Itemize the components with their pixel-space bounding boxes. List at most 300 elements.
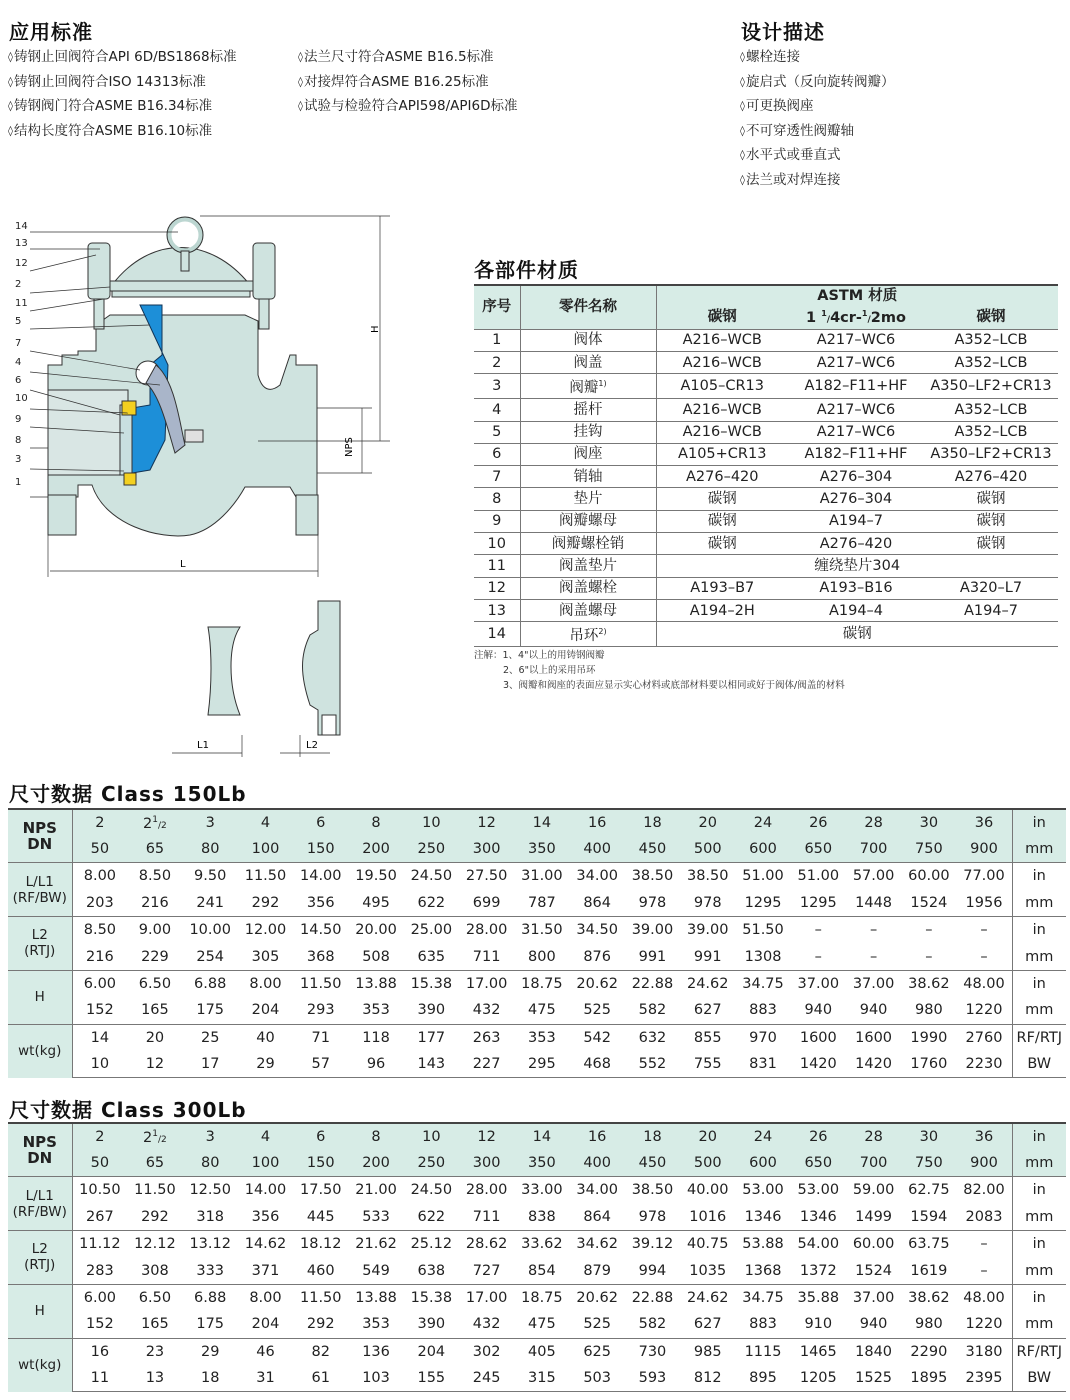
dim-value: 17.00 — [459, 1284, 514, 1311]
table-row — [474, 533, 1058, 555]
mat-value: A105+CR13 — [656, 443, 788, 465]
dim-value: 549 — [362, 1262, 390, 1279]
table-row — [8, 997, 1066, 1024]
dim-value: 940 — [804, 1002, 833, 1019]
mat-header-alloy: 1 $^1$/4cr-$^1$/2mo — [788, 305, 924, 329]
dim-value: 100 — [238, 836, 293, 863]
dim-value: 165 — [141, 1002, 169, 1019]
mat-value: A352–LCB — [924, 421, 1058, 443]
dim-value: 57.00 — [846, 863, 901, 890]
mat-part-name: 阀盖螺母 — [520, 599, 656, 621]
dim-value: 13 — [127, 1365, 182, 1392]
dim-value: 16 — [570, 809, 625, 836]
dim-value: 500 — [680, 836, 735, 863]
dim-value: 727 — [472, 1262, 501, 1279]
dim-value: 1220 — [965, 1316, 1003, 1333]
dim-unit: mm — [1012, 1311, 1066, 1338]
dim-value: 48.00 — [957, 1284, 1013, 1311]
dim-value: 300 — [459, 836, 514, 863]
table-row — [8, 1024, 1066, 1051]
dim-value: 136 — [348, 1338, 403, 1365]
dim-value: 800 — [528, 948, 556, 965]
dim-value: 1016 — [689, 1208, 727, 1225]
mat-value: A194–2H — [656, 599, 788, 621]
dim-value: 292 — [141, 1208, 169, 1225]
dim-value: 700 — [846, 836, 901, 863]
design-item: ◊ 螺栓连接 — [740, 46, 894, 71]
dim-value: 51.50 — [735, 917, 790, 944]
dim-value: 28 — [846, 809, 901, 836]
dim-value: 203 — [86, 894, 114, 911]
dim-value: 650 — [791, 1150, 846, 1177]
dim-value: 53.00 — [735, 1177, 790, 1204]
dim-value: 227 — [459, 1051, 514, 1078]
part-number-label: 10 — [15, 393, 28, 404]
dim-unit: in — [1012, 809, 1066, 836]
dim-value: 103 — [348, 1365, 403, 1392]
dim-value: 48.00 — [957, 970, 1013, 997]
dim-value: 28.00 — [459, 917, 514, 944]
class300-table — [8, 1122, 1066, 1392]
table-row — [474, 443, 1058, 465]
dim-value: 25 — [183, 1024, 238, 1051]
dim-value: 353 — [362, 1316, 390, 1333]
mat-no: 1 — [474, 329, 520, 351]
dim-value: – — [980, 1262, 988, 1279]
dim-value: 627 — [693, 1002, 722, 1019]
mat-value: A194–7 — [924, 599, 1058, 621]
mat-value: A216–WCB — [656, 399, 788, 421]
dim-value: 26 — [791, 1123, 846, 1150]
standard-item: ◊ 铸钢阀门符合ASME B16.34标准 — [8, 95, 237, 120]
dim-value: 36 — [957, 809, 1013, 836]
dim-value: 6.50 — [127, 970, 182, 997]
dim-value: 17.50 — [293, 1177, 348, 1204]
standards-list-right — [298, 46, 517, 120]
mat-part-name: 阀瓣螺栓销 — [520, 533, 656, 555]
table-row — [8, 836, 1066, 863]
mat-header-carbon-1: 碳钢 — [656, 305, 788, 329]
mat-header-no: 序号 — [474, 285, 520, 329]
dim-value: 25.12 — [404, 1231, 459, 1258]
dim-value: 6.00 — [72, 1284, 127, 1311]
standard-item: ◊ 试验与检验符合API598/API6D标准 — [298, 95, 517, 120]
mat-value: 碳钢 — [656, 488, 788, 510]
dim-value: 152 — [86, 1316, 114, 1333]
dim-row-label: H — [8, 970, 72, 1024]
dim-value: 34.00 — [570, 863, 625, 890]
dim-value: 1525 — [846, 1365, 901, 1392]
dim-value: 552 — [625, 1051, 680, 1078]
dim-value: 37.00 — [846, 1284, 901, 1311]
dim-value: 300 — [459, 1150, 514, 1177]
dim-value: 241 — [196, 894, 225, 911]
dim-value: 1465 — [791, 1338, 846, 1365]
dim-value: 40 — [238, 1024, 293, 1051]
dim-value: 831 — [735, 1051, 790, 1078]
dim-value: 216 — [86, 948, 114, 965]
mat-part-name: 摇杆 — [520, 399, 656, 421]
mat-part-name: 阀座 — [520, 443, 656, 465]
dim-value: 11.50 — [293, 1284, 348, 1311]
dim-value: 200 — [348, 836, 403, 863]
dim-value: 600 — [735, 1150, 790, 1177]
dim-value: 28 — [846, 1123, 901, 1150]
mat-header-carbon-2: 碳钢 — [924, 305, 1058, 329]
dim-value: 353 — [362, 1002, 390, 1019]
dim-value: 40.00 — [680, 1177, 735, 1204]
dim-value: 879 — [583, 1262, 612, 1279]
mat-value: 碳钢 — [924, 488, 1058, 510]
dim-value: 864 — [583, 1208, 612, 1225]
dim-value: 22.88 — [625, 970, 680, 997]
dim-value: 6.88 — [183, 1284, 238, 1311]
dim-value: 18 — [183, 1365, 238, 1392]
dim-value: 293 — [306, 1002, 335, 1019]
dim-value: 390 — [417, 1316, 446, 1333]
dim-value: 10 — [72, 1051, 127, 1078]
dim-value: 15.38 — [404, 1284, 459, 1311]
dim-value: 30 — [901, 1123, 956, 1150]
dim-value: 4 — [238, 1123, 293, 1150]
dim-value: 350 — [514, 836, 569, 863]
dim-value: 525 — [583, 1002, 612, 1019]
dim-value: 1295 — [799, 894, 837, 911]
dim-value: 175 — [196, 1002, 225, 1019]
dim-value: 11.50 — [127, 1177, 182, 1204]
dim-value: 34.00 — [570, 1177, 625, 1204]
dim-value: 10 — [404, 1123, 459, 1150]
mat-no: 8 — [474, 488, 520, 510]
dim-unit: mm — [1012, 997, 1066, 1024]
dim-value: 57 — [293, 1051, 348, 1078]
part-number-label: 6 — [15, 375, 22, 386]
dim-value: 46 — [238, 1338, 293, 1365]
dim-value: 353 — [514, 1024, 569, 1051]
dim-value: – — [957, 917, 1013, 944]
dim-value: 40.75 — [680, 1231, 735, 1258]
dim-value: 20.62 — [570, 970, 625, 997]
dim-value: 24.62 — [680, 970, 735, 997]
dim-value: 20.62 — [570, 1284, 625, 1311]
dim-value: 31 — [238, 1365, 293, 1392]
mat-value: A276–304 — [788, 488, 924, 510]
mat-part-name: 挂钩 — [520, 421, 656, 443]
dim-value: 10.00 — [183, 917, 238, 944]
dim-value: 71 — [293, 1024, 348, 1051]
mat-value: A193–B7 — [656, 577, 788, 599]
dim-value: 991 — [693, 948, 722, 965]
part-number-label: 13 — [15, 238, 28, 249]
dim-value: 350 — [514, 1150, 569, 1177]
design-item: ◊ 法兰或对焊连接 — [740, 169, 894, 194]
dim-value: 450 — [625, 1150, 680, 1177]
part-number-label: 3 — [15, 454, 22, 465]
table-row — [474, 421, 1058, 443]
mat-value: A216–WCB — [656, 329, 788, 351]
mat-no: 3 — [474, 374, 520, 399]
table-row — [8, 1311, 1066, 1338]
dim-nps-label: NPS — [344, 437, 355, 457]
dim-value: 1295 — [744, 894, 782, 911]
dim-value: 2 — [72, 809, 127, 836]
dim-value: 19.50 — [348, 863, 403, 890]
dim-value: 20 — [127, 1024, 182, 1051]
dim-value: 14 — [514, 809, 569, 836]
dim-unit: in — [1012, 1231, 1066, 1258]
mat-value: A352–LCB — [924, 329, 1058, 351]
dim-value: 18.75 — [514, 970, 569, 997]
mat-value: A217–WC6 — [788, 329, 924, 351]
dim-value: 582 — [638, 1002, 667, 1019]
dim-value: 50 — [72, 1150, 127, 1177]
dim-value: 13.12 — [183, 1231, 238, 1258]
dim-value: 96 — [348, 1051, 403, 1078]
dim-value: 38.50 — [625, 1177, 680, 1204]
dim-row-label: L2 (RTJ) — [8, 917, 72, 971]
mat-header-name: 零件名称 — [520, 285, 656, 329]
dim-value: 18.75 — [514, 1284, 569, 1311]
dim-row-label: L2 (RTJ) — [8, 1231, 72, 1285]
dim-value: 18 — [625, 1123, 680, 1150]
valve-section-drawing — [0, 205, 400, 760]
mat-value: A217–WC6 — [788, 421, 924, 443]
dim-value: 2760 — [957, 1024, 1013, 1051]
dim-value: 9.00 — [127, 917, 182, 944]
dim-value: 6 — [293, 809, 348, 836]
dim-value: 978 — [638, 894, 667, 911]
dim-unit: in — [1012, 1123, 1066, 1150]
dim-value: 315 — [514, 1365, 569, 1392]
dim-value: 638 — [417, 1262, 446, 1279]
dim-value: 1448 — [855, 894, 893, 911]
dim-value: 627 — [693, 1316, 722, 1333]
table-row — [474, 399, 1058, 421]
dim-value: 155 — [404, 1365, 459, 1392]
mat-value: A194–7 — [788, 510, 924, 532]
dim-row-label: L/L1 (RF/BW) — [8, 863, 72, 917]
dim-value: 883 — [749, 1316, 777, 1333]
dim-value: 1420 — [846, 1051, 901, 1078]
dim-value: 2 — [72, 1123, 127, 1150]
design-item: ◊ 水平式或垂直式 — [740, 144, 894, 169]
dim-value: 1220 — [965, 1002, 1003, 1019]
dim-value: 14 — [72, 1024, 127, 1051]
dim-value: 50 — [72, 836, 127, 863]
table-row — [474, 488, 1058, 510]
dim-l-label: L — [180, 559, 186, 570]
mat-value: 碳钢 — [656, 510, 788, 532]
dim-value: – — [814, 948, 822, 965]
dim-value: 62.75 — [901, 1177, 956, 1204]
dim-value: 53.88 — [735, 1231, 790, 1258]
dim-value: 34.62 — [570, 1231, 625, 1258]
dim-value: 812 — [680, 1365, 735, 1392]
design-item: ◊ 不可穿透性阀瓣轴 — [740, 120, 894, 145]
mat-value: A350–LF2+CR13 — [924, 374, 1058, 399]
dim-value: 400 — [570, 1150, 625, 1177]
dim-value: 1368 — [744, 1262, 782, 1279]
dim-value: 1205 — [791, 1365, 846, 1392]
dim-value: 54.00 — [791, 1231, 846, 1258]
dim-value: 883 — [749, 1002, 777, 1019]
dim-value: 10 — [404, 809, 459, 836]
standard-item: ◊ 结构长度符合ASME B16.10标准 — [8, 120, 237, 145]
dim-value: 405 — [514, 1338, 569, 1365]
dim-value: 39.12 — [625, 1231, 680, 1258]
mat-part-name: 吊环$^{2)}$ — [520, 622, 656, 647]
table-row — [8, 917, 1066, 944]
dim-value: 35.88 — [791, 1284, 846, 1311]
dim-value: 699 — [472, 894, 501, 911]
dim-value: 200 — [348, 1150, 403, 1177]
dim-value: 14 — [514, 1123, 569, 1150]
dim-value: 1524 — [855, 1262, 893, 1279]
dim-row-label: wt(kg) — [8, 1338, 72, 1392]
dim-unit: mm — [1012, 943, 1066, 970]
dim-value: 622 — [417, 1208, 446, 1225]
mat-value: A352–LCB — [924, 352, 1058, 374]
dim-value: 14.50 — [293, 917, 348, 944]
dim-value: 152 — [86, 1002, 114, 1019]
dim-row-label: L/L1 (RF/BW) — [8, 1177, 72, 1231]
mat-no: 10 — [474, 533, 520, 555]
mat-value: 缠绕垫片304 — [656, 555, 1058, 577]
dim-value: 2395 — [957, 1365, 1013, 1392]
dim-value: 165 — [141, 1316, 169, 1333]
dim-unit: in — [1012, 917, 1066, 944]
mat-value: A216–WCB — [656, 352, 788, 374]
table-row — [8, 1177, 1066, 1204]
table-row — [8, 1150, 1066, 1177]
dim-value: 204 — [251, 1002, 280, 1019]
mat-value: A217–WC6 — [788, 399, 924, 421]
dim-value: 26 — [791, 809, 846, 836]
table-row — [8, 1051, 1066, 1078]
mat-no: 7 — [474, 466, 520, 488]
dim-value: $2^1/2$ — [127, 1123, 182, 1150]
dim-value: – — [957, 1231, 1013, 1258]
dim-value: 1600 — [791, 1024, 846, 1051]
class150-title: 尺寸数据 Class 150Lb — [9, 782, 247, 806]
design-list — [740, 46, 894, 193]
dim-value: 216 — [141, 894, 169, 911]
table-row — [8, 1284, 1066, 1311]
dim-value: 51.00 — [791, 863, 846, 890]
dim-value: 6.88 — [183, 970, 238, 997]
dim-value: 2230 — [957, 1051, 1013, 1078]
dim-value: 991 — [638, 948, 667, 965]
dim-value: 267 — [86, 1208, 114, 1225]
dim-row-label: wt(kg) — [8, 1024, 72, 1078]
dim-value: 31.00 — [514, 863, 569, 890]
dim-value: 245 — [459, 1365, 514, 1392]
dim-value: 250 — [404, 1150, 459, 1177]
table-row — [474, 599, 1058, 621]
dim-value: 582 — [638, 1316, 667, 1333]
mat-value: A193–B16 — [788, 577, 924, 599]
dim-value: 356 — [251, 1208, 280, 1225]
dim-value: 51.00 — [735, 863, 790, 890]
dim-value: 533 — [362, 1208, 390, 1225]
mat-part-name: 销轴 — [520, 466, 656, 488]
dim-value: 1594 — [910, 1208, 948, 1225]
dim-unit: RF/RTJ — [1012, 1338, 1066, 1365]
dim-value: 1895 — [901, 1365, 956, 1392]
dim-value: 6.00 — [72, 970, 127, 997]
dim-value: 33.62 — [514, 1231, 569, 1258]
part-number-label: 7 — [15, 338, 22, 349]
dim-value: 390 — [417, 1002, 446, 1019]
dim-unit: mm — [1012, 1257, 1066, 1284]
table-row — [474, 352, 1058, 374]
dim-value: 368 — [306, 948, 335, 965]
table-row — [8, 1123, 1066, 1150]
mat-value: A182–F11+HF — [788, 374, 924, 399]
mat-value: A217–WC6 — [788, 352, 924, 374]
dim-value: 29 — [238, 1051, 293, 1078]
dim-value: – — [980, 948, 988, 965]
dim-value: 143 — [404, 1051, 459, 1078]
dim-value: 985 — [680, 1338, 735, 1365]
dim-value: 650 — [791, 836, 846, 863]
dim-value: 14.00 — [238, 1177, 293, 1204]
dim-value: 80 — [183, 836, 238, 863]
dim-value: 3 — [183, 1123, 238, 1150]
dim-value: 855 — [680, 1024, 735, 1051]
table-row — [8, 1204, 1066, 1231]
dim-value: 305 — [251, 948, 280, 965]
dim-value: 700 — [846, 1150, 901, 1177]
dim-value: 1346 — [799, 1208, 837, 1225]
mat-part-name: 阀体 — [520, 329, 656, 351]
dim-value: 11.50 — [293, 970, 348, 997]
dim-value: 1308 — [744, 948, 782, 965]
dim-value: 625 — [570, 1338, 625, 1365]
dim-value: 6.50 — [127, 1284, 182, 1311]
mat-value: A276–420 — [924, 466, 1058, 488]
part-number-label: 1 — [15, 477, 22, 488]
dim-value: 838 — [528, 1208, 556, 1225]
mat-no: 4 — [474, 399, 520, 421]
mat-no: 12 — [474, 577, 520, 599]
dim-value: 3 — [183, 809, 238, 836]
dim-value: 978 — [693, 894, 722, 911]
dim-value: 371 — [251, 1262, 280, 1279]
dim-value: 37.00 — [846, 970, 901, 997]
dim-value: 27.50 — [459, 863, 514, 890]
dim-value: 30 — [901, 809, 956, 836]
note-line: 注解：1、4"以上的用铸钢阀瓣 — [474, 650, 605, 661]
dim-value: 2290 — [901, 1338, 956, 1365]
mat-no: 11 — [474, 555, 520, 577]
dim-value: 308 — [141, 1262, 169, 1279]
dim-value: 39.00 — [625, 917, 680, 944]
dim-value: 876 — [583, 948, 612, 965]
dim-value: 1499 — [855, 1208, 893, 1225]
mat-value: A216–WCB — [656, 421, 788, 443]
dim-value: 8 — [348, 809, 403, 836]
dim-value: 20 — [680, 809, 735, 836]
dim-value: 63.75 — [901, 1231, 956, 1258]
dim-value: 24.50 — [404, 863, 459, 890]
part-number-label: 8 — [15, 435, 22, 446]
dim-value: 1760 — [901, 1051, 956, 1078]
standards-title: 应用标准 — [9, 20, 93, 44]
dim-value: 82.00 — [957, 1177, 1013, 1204]
dim-value: 12.50 — [183, 1177, 238, 1204]
dim-value: 503 — [570, 1365, 625, 1392]
